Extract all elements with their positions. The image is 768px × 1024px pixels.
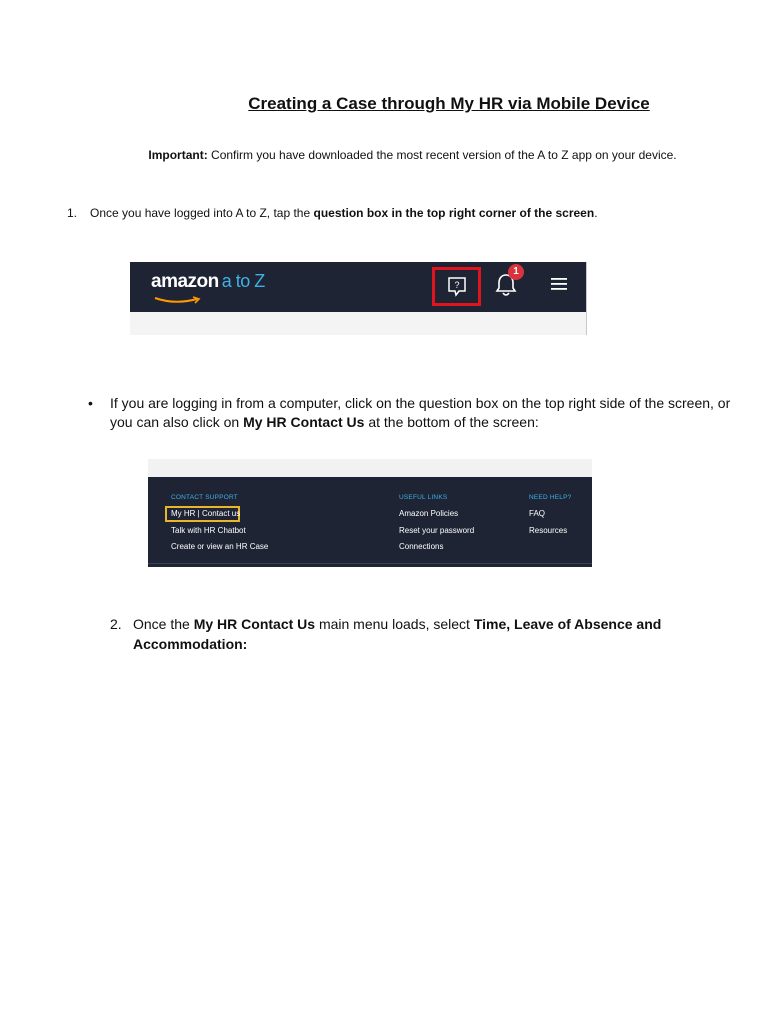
footer-link-hr-chatbot[interactable]: Talk with HR Chatbot (171, 526, 246, 535)
question-box-button[interactable] (432, 267, 481, 306)
footer-link-connections[interactable]: Connections (399, 542, 444, 551)
step-2-text-a: Once the (133, 616, 194, 632)
mobile-header-screenshot (130, 262, 587, 335)
footer-link-amazon-policies[interactable]: Amazon Policies (399, 509, 459, 518)
step-2-bold-2: Time, Leave of Absence and (473, 616, 662, 632)
bullet-line-1: If you are logging in from a computer, click on the question box on the top right side of the screen, or (110, 395, 731, 411)
step-1-end: . (594, 206, 598, 220)
footer-divider (148, 563, 592, 564)
step-2-text-b: main menu loads, select (315, 616, 474, 632)
step-1-text: Once you have logged into A to Z, tap the (90, 206, 314, 220)
bullet-line-2-end: at the bottom of the screen: (364, 414, 539, 430)
logo-suffix: a to Z (221, 271, 265, 291)
bullet-line-2 (110, 413, 539, 432)
notification-badge: 1 (508, 264, 524, 280)
bullet-line-2-bold: My HR Contact Us (243, 414, 365, 430)
step-2-line-2-bold: Accommodation: (133, 636, 248, 652)
step-2-number: 2. (110, 616, 122, 632)
amazon-smile-icon (153, 296, 209, 304)
step-2-bold-1: My HR Contact Us (193, 616, 316, 632)
question-box-icon (448, 277, 466, 297)
footer-col-contact-support (171, 494, 238, 501)
footer-heading-useful-links: USEFUL LINKS (399, 494, 448, 501)
footer-heading-need-help: NEED HELP? (529, 494, 572, 501)
footer-heading-contact-support: CONTACT SUPPORT (171, 494, 238, 501)
important-label: Important: (148, 148, 208, 162)
footer-col-need-help (529, 494, 571, 501)
important-note (0, 148, 768, 162)
step-1-number: 1. (67, 206, 78, 220)
footer-link-resources[interactable]: Resources (529, 526, 568, 535)
step-1 (67, 206, 598, 220)
svg-text:?: ? (454, 280, 460, 290)
important-text: Confirm you have downloaded the most recent version of the A to Z app on your device. (207, 148, 677, 162)
footer-link-faq[interactable]: FAQ (529, 509, 546, 518)
app-top-bar (130, 262, 586, 312)
step-1-bold-text: question box in the top right corner of the screen (313, 206, 595, 220)
hamburger-menu-icon[interactable] (551, 277, 567, 291)
footer-link-hr-case[interactable]: Create or view an HR Case (171, 542, 269, 551)
footer-link-reset-password[interactable]: Reset your password (399, 526, 475, 535)
footer-top-strip (148, 459, 592, 477)
logo-text: amazon (151, 271, 219, 292)
footer-screenshot (148, 459, 592, 567)
bullet-line-2-text: you can also click on (110, 414, 244, 430)
step-2-line-1 (133, 614, 661, 634)
amazon-atoz-logo (151, 271, 265, 293)
bullet-dot: • (88, 395, 93, 411)
page-title: Creating a Case through My HR via Mobile Device (248, 94, 650, 113)
step-2-line-2 (133, 634, 247, 654)
footer-link-my-hr-contact-us[interactable]: My HR | Contact us (171, 509, 241, 518)
footer-col-useful-links (399, 494, 447, 501)
